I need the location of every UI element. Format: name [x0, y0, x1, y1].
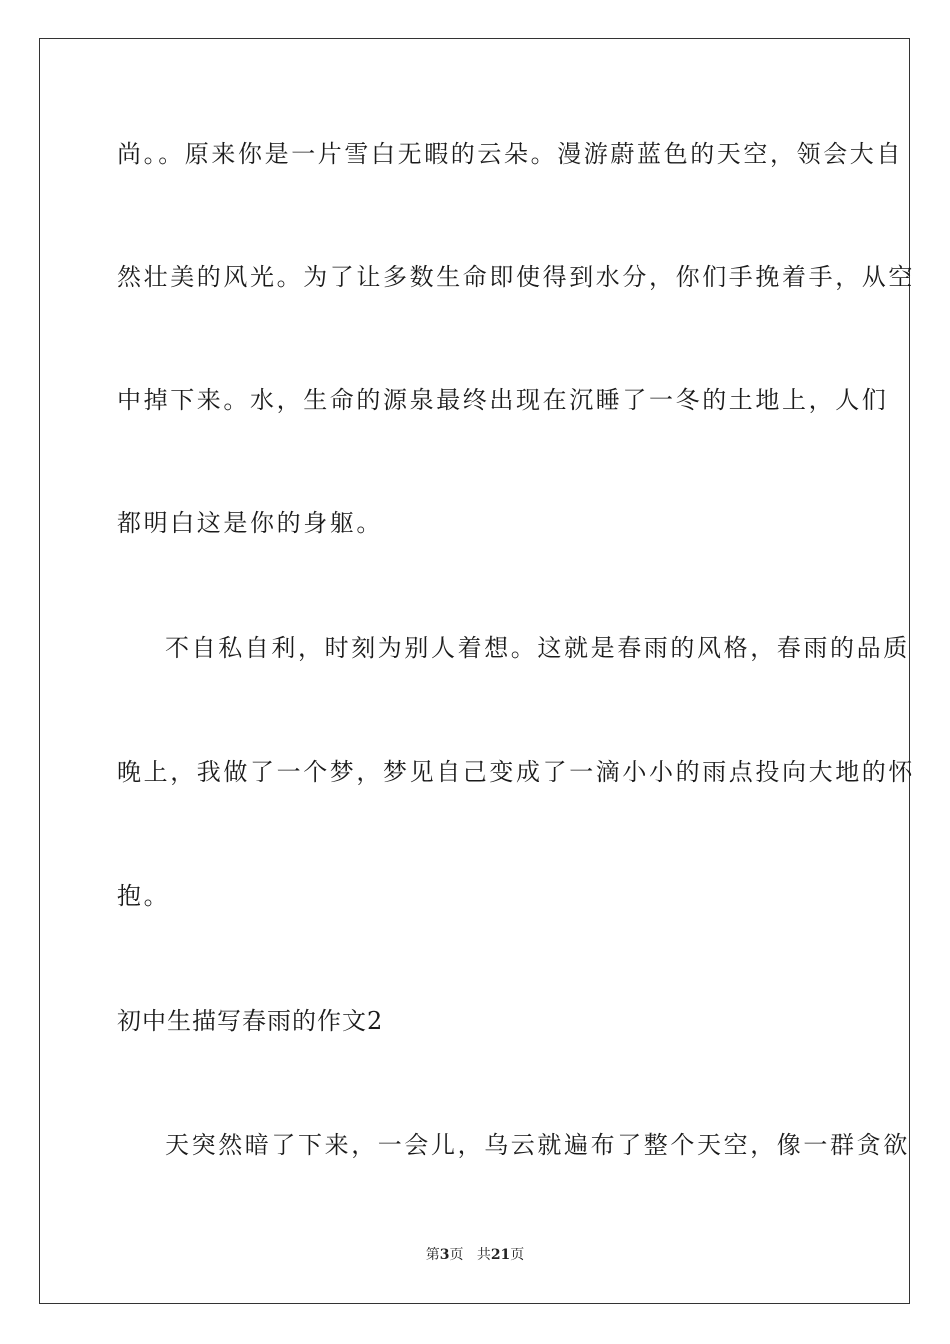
body-line-6: 晚上，我做了一个梦，梦见自己变成了一滴小小的雨点投向大地的怀 [117, 758, 915, 786]
paragraph-start-line: 不自私自利，时刻为别人着想。这就是春雨的风格，春雨的品质 [165, 634, 910, 662]
body-line-4: 都明白这是你的身躯。 [117, 509, 383, 537]
total-suffix: 页 [510, 1247, 525, 1263]
body-line-3: 中掉下来。水，生命的源泉最终出现在沉睡了一冬的土地上，人们 [117, 386, 889, 414]
page-border [39, 38, 915, 1304]
body-line-7: 抱。 [117, 882, 171, 910]
section-heading: 初中生描写春雨的作文2 [117, 1007, 384, 1035]
page-prefix: 第 [425, 1247, 440, 1263]
body-line-1: 尚。。原来你是一片雪白无暇的云朵。漫游蔚蓝色的天空，领会大自 [117, 140, 903, 168]
total-prefix: 共 [476, 1247, 491, 1263]
page-footer [0, 1246, 950, 1264]
total-pages: 21 [490, 1247, 511, 1263]
page-suffix: 页 [449, 1247, 464, 1263]
paragraph-start-line-2: 天突然暗了下来，一会儿，乌云就遍布了整个天空，像一群贪欲 [165, 1131, 910, 1159]
body-line-2: 然壮美的风光。为了让多数生命即使得到水分，你们手挽着手，从空 [117, 263, 915, 291]
page-number: 3 [439, 1247, 450, 1263]
